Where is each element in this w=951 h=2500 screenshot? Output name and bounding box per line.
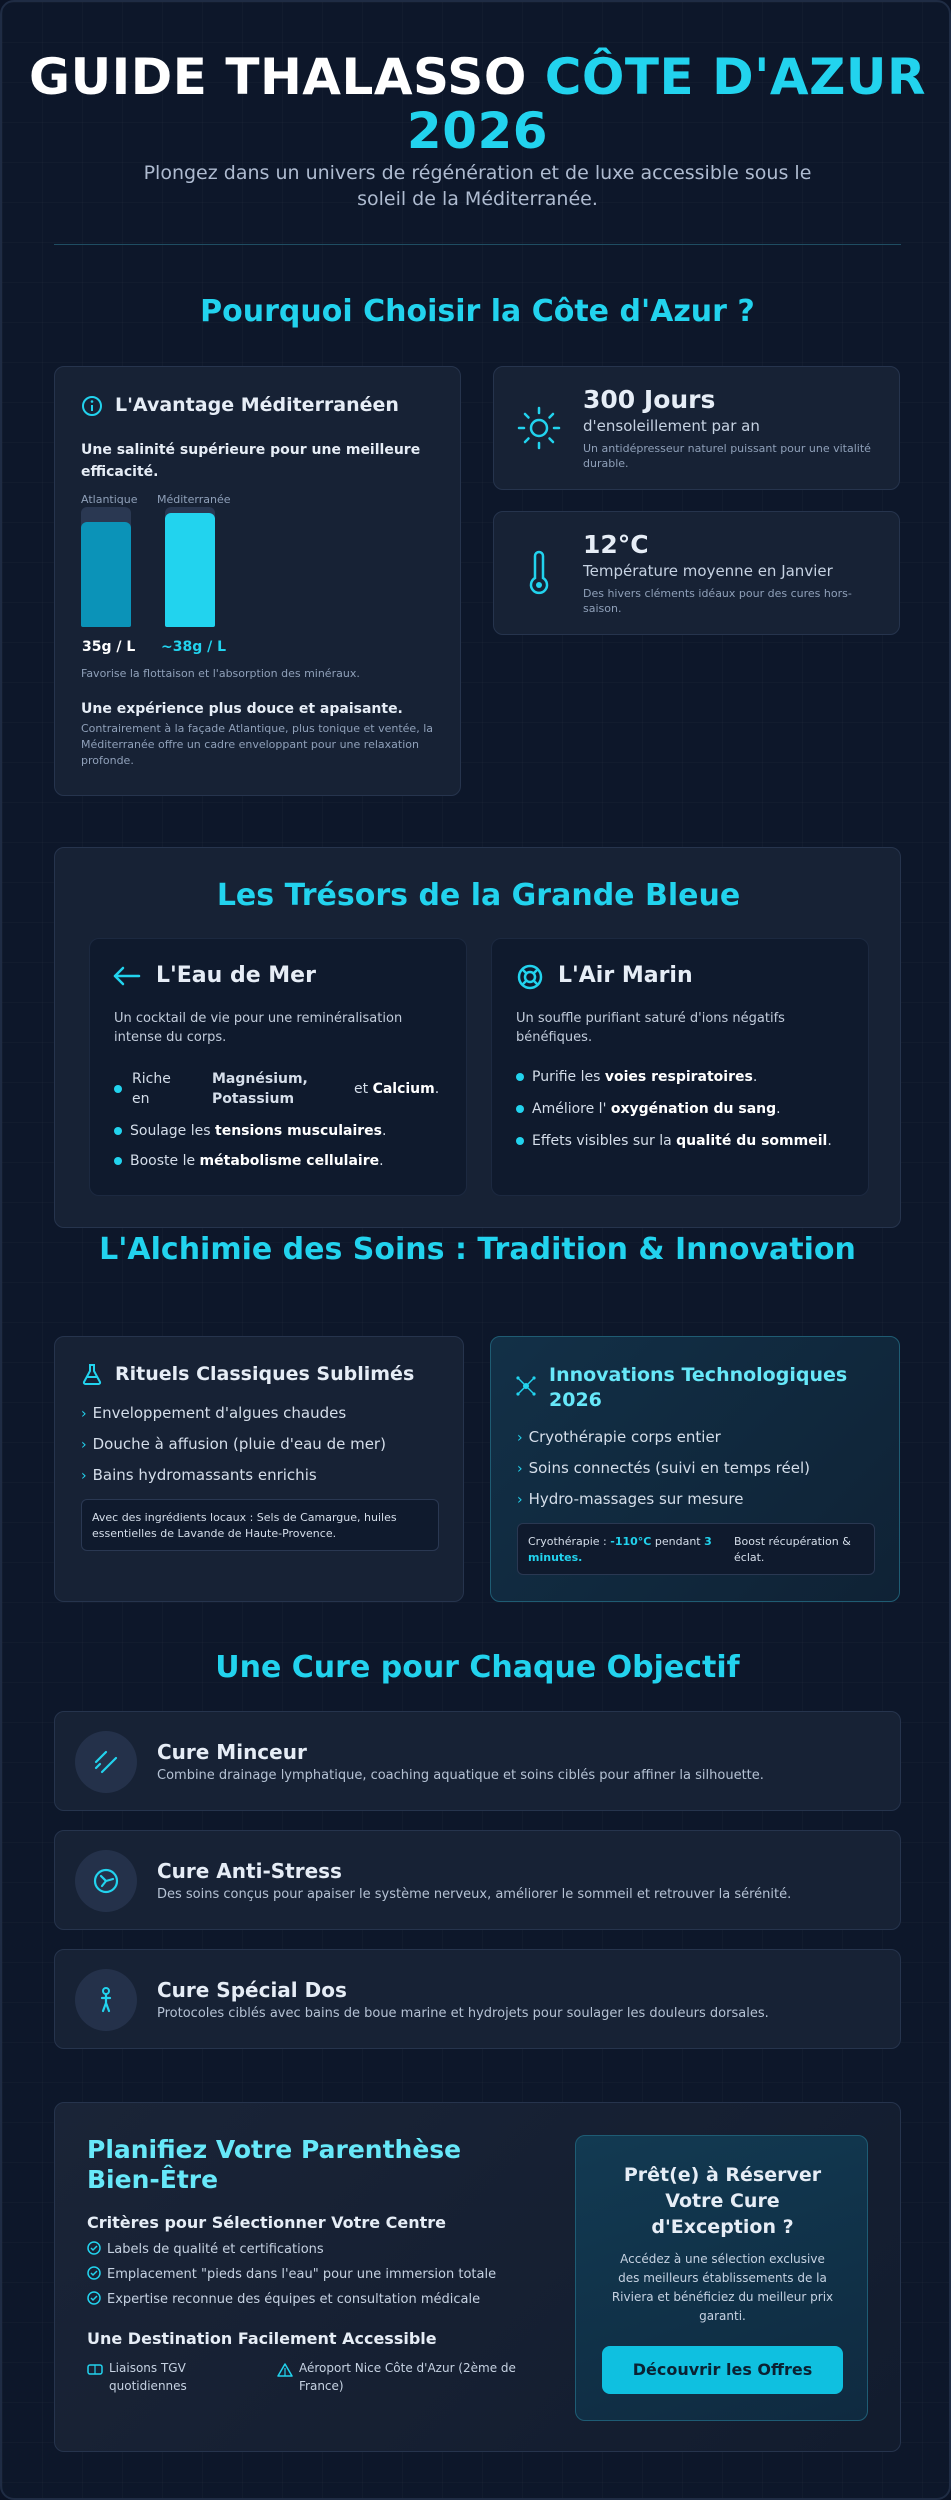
bar-note: Favorise la flottaison et l'absorption des minéraux. [81,667,360,680]
cta-card [575,2135,868,2421]
bar-label-atlantique: Atlantique [81,493,138,506]
sea-title: L'Eau de Mer [156,963,316,988]
air-bullet-2: Améliore l' oxygénation du sang. [516,1099,781,1119]
discover-offers-button[interactable]: Découvrir les Offres [602,2346,843,2394]
classic-item-1: › Enveloppement d'algues chaudes [81,1404,347,1422]
cure-title: Cure Minceur [157,1740,307,1764]
check-circle-icon [87,2291,101,2305]
arrow-left-icon [112,965,142,987]
tech-item-2: › Soins connectés (suivi en temps réel) [517,1459,810,1477]
criteria-title: Critères pour Sélectionner Votre Centre [87,2213,446,2232]
bullet-dot [114,1085,122,1093]
cure-desc: Des soins conçus pour apaiser le système nerveux, améliorer le sommeil et retrouver la sérénité. [157,1887,792,1902]
stat-label-sun: d'ensoleillement par an [583,417,760,435]
section-title-alchemy: L'Alchimie des Soins : Tradition & Innovation [99,1232,856,1267]
experience-desc: Contrairement à la façade Atlantique, plus tonique et ventée, la Méditerranée offre un cadre enveloppant pour une relaxation profonde. [81,722,433,767]
tech-title: Innovations Technologiques 2026 [549,1364,848,1411]
sparkle-icon [515,1375,537,1397]
cure-desc: Protocoles ciblés avec bains de boue marine et hydrojets pour soulager les douleurs dorsales. [157,2006,769,2021]
thermometer-icon [526,550,552,596]
plane-icon [277,2363,293,2377]
air-bullet-1: Purifie les voies respiratoires. [516,1067,757,1087]
section-title-why: Pourquoi Choisir la Côte d'Azur ? [200,294,755,329]
stat-card-temp [493,511,900,635]
tech-note: Cryothérapie : -110°C pendant 3 minutes. Boost récupération & éclat. [517,1523,875,1575]
experience-title: Une expérience plus douce et apaisante. [81,701,403,717]
cure-card-anti-stress[interactable] [54,1830,901,1930]
divider [54,244,901,245]
train-access: Liaisons TGV quotidiennes [109,2361,187,2393]
lifebuoy-icon [516,963,544,991]
treasures-panel [54,847,901,1228]
stat-desc-temp: Des hivers cléments idéaux pour des cures hors- saison. [583,587,852,615]
classic-card [54,1336,464,1602]
plan-panel [54,2102,901,2452]
slim-lines-icon [92,1748,120,1776]
access-title: Une Destination Facilement Accessible [87,2329,437,2348]
air-card [491,938,869,1196]
check-circle-icon [87,2266,101,2280]
section-title-cures: Une Cure pour Chaque Objectif [215,1650,740,1685]
tech-card [490,1336,900,1602]
leaf-circle-icon [92,1867,120,1895]
person-spine-icon [92,1986,120,2014]
stat-desc-sun: Un antidépresseur naturel puissant pour une vitalité durable. [583,442,871,470]
classic-title: Rituels Classiques Sublimés [115,1363,415,1385]
tech-item-1: › Cryothérapie corps entier [517,1428,721,1446]
stat-card-sun [493,366,900,490]
sea-bullet-2: Soulage les tensions musculaires. [114,1121,386,1141]
plane-access: Aéroport Nice Côte d'Azur (2ème de France) [299,2361,516,2393]
section-title-treasures: Les Trésors de la Grande Bleue [216,878,741,913]
train-icon [87,2363,103,2377]
sea-bullet-1: Riche en Magnésium, Potassium et Calcium. [114,1069,454,1109]
cta-desc: Accédez à une sélection exclusive des meilleurs établissements de la Riviera et bénéficiez du meilleur prix garanti. [611,2252,834,2323]
plan-title: Planifiez Votre Parenthèse Bien-Être [87,2135,462,2194]
sun-icon [516,405,562,451]
salinity-bars [81,507,281,627]
advantage-lead: Une salinité supérieure pour une meilleure efficacité. [81,442,421,480]
salinity-bar [81,522,131,627]
bar-value-atlantique: 35g / L [82,639,136,655]
stat-value-sun: 300 Jours [583,385,716,414]
cure-desc: Combine drainage lymphatique, coaching aquatique et soins ciblés pour affiner la silhouette. [157,1768,764,1783]
air-bullet-3: Effets visibles sur la qualité du sommeil. [516,1131,832,1151]
check-circle-icon [87,2241,101,2255]
bar-label-mediterranee: Méditerranée [157,493,231,506]
flask-icon [81,1363,103,1385]
classic-item-3: › Bains hydromassants enrichis [81,1466,317,1484]
criteria-item-1: Labels de qualité et certifications [87,2241,324,2257]
hero-subtitle: Plongez dans un univers de régénération et de luxe accessible sous le soleil de la Méditerranée. [143,162,812,210]
air-desc: Un souffle purifiant saturé d'ions négatifs bénéfiques. [516,1011,785,1045]
air-title: L'Air Marin [558,963,693,988]
advantage-card [54,366,461,796]
stat-label-temp: Température moyenne en Janvier [583,562,833,580]
cure-title: Cure Anti-Stress [157,1859,342,1883]
cta-title: Prêt(e) à Réserver Votre Cure d'Exception ? [623,2164,822,2238]
classic-note: Avec des ingrédients locaux : Sels de Camargue, huiles essentielles de Lavande de Haute-Provence. [81,1499,439,1551]
hero-title: GUIDE THALASSO CÔTE D'AZUR 2026 [29,48,926,160]
cure-card-minceur[interactable] [54,1711,901,1811]
cure-card-dos[interactable] [54,1949,901,2049]
advantage-title: L'Avantage Méditerranéen [115,394,399,416]
stat-value-temp: 12°C [583,530,649,559]
sea-bullet-3: Booste le métabolisme cellulaire. [114,1151,384,1171]
classic-item-2: › Douche à affusion (pluie d'eau de mer) [81,1435,386,1453]
sea-card [89,938,467,1196]
cure-title: Cure Spécial Dos [157,1978,347,2002]
salinity-bar [165,513,215,627]
bar-value-mediterranee: ~38g / L [161,639,227,655]
sea-desc: Un cocktail de vie pour une reminéralisation intense du corps. [114,1011,403,1045]
criteria-item-3: Expertise reconnue des équipes et consultation médicale [87,2291,480,2307]
info-icon [81,395,103,417]
criteria-item-2: Emplacement "pieds dans l'eau" pour une immersion totale [87,2266,496,2282]
tech-item-3: › Hydro-massages sur mesure [517,1490,744,1508]
